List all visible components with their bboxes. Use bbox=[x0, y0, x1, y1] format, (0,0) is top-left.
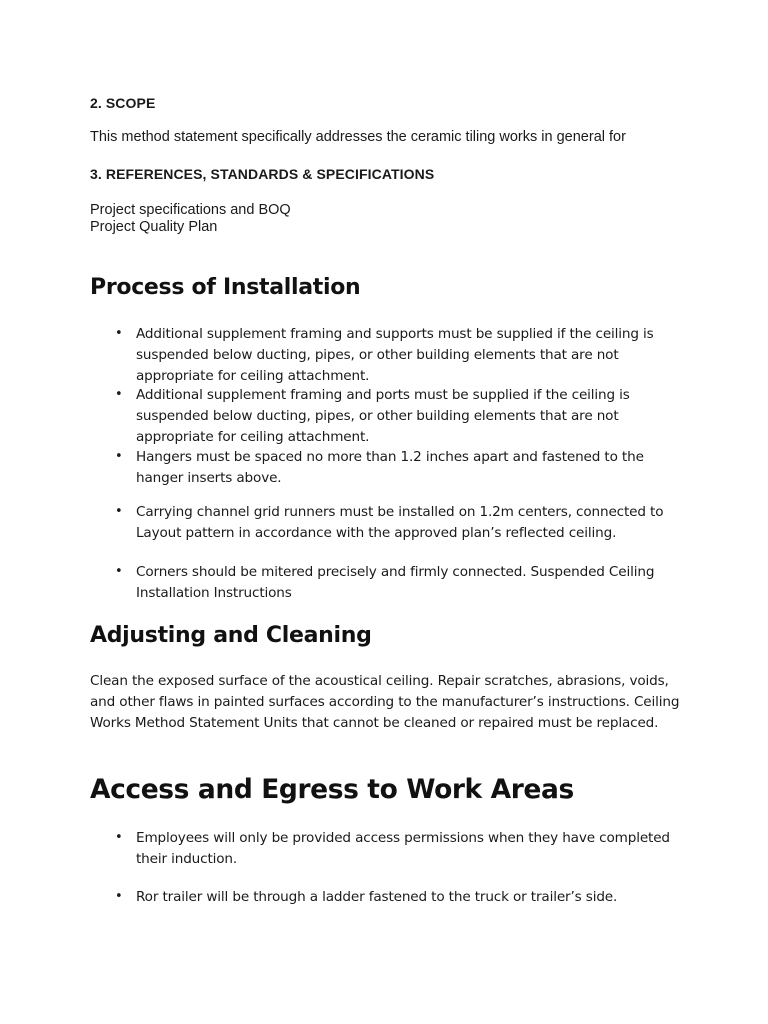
references-heading: 3. REFERENCES, STANDARDS & SPECIFICATIONS bbox=[90, 166, 435, 182]
bullet-icon: • bbox=[115, 504, 123, 519]
cleaning-heading: Adjusting and Cleaning bbox=[90, 623, 372, 648]
bullet-icon: • bbox=[115, 326, 123, 341]
scope-heading: 2. SCOPE bbox=[90, 95, 156, 111]
bullet-icon: • bbox=[115, 830, 123, 845]
list-item bbox=[115, 828, 686, 870]
access-heading: Access and Egress to Work Areas bbox=[90, 774, 574, 805]
references-line-2: Project Quality Plan bbox=[90, 219, 218, 235]
list-item bbox=[115, 385, 686, 447]
scope-text: This method statement specifically addresses the ceramic tiling works in general for bbox=[90, 129, 626, 145]
bullet-icon: • bbox=[115, 889, 123, 904]
list-item bbox=[115, 887, 686, 908]
list-item-text: Additional supplement framing and ports must be supplied if the ceiling is suspended below ducting, pipes, or other building elements that are not appropriate for ceiling attachment. bbox=[136, 387, 630, 445]
list-item bbox=[115, 562, 686, 604]
list-item bbox=[115, 502, 686, 544]
list-item-text: Carrying channel grid runners must be installed on 1.2m centers, connected to Layout pattern in accordance with the approved plan’s reflected ceiling. bbox=[136, 504, 664, 541]
list-item-text: Hangers must be spaced no more than 1.2 inches apart and fastened to the hanger inserts above. bbox=[136, 449, 644, 486]
list-item bbox=[115, 447, 686, 489]
list-item bbox=[115, 324, 686, 386]
bullet-icon: • bbox=[115, 564, 123, 579]
references-line-1: Project specifications and BOQ bbox=[90, 202, 291, 218]
list-item-text: Additional supplement framing and supports must be supplied if the ceiling is suspended below ducting, pipes, or other building elements that are not appropriate for ceiling attachment. bbox=[136, 326, 654, 384]
list-item-text: Ror trailer will be through a ladder fastened to the truck or trailer’s side. bbox=[136, 889, 618, 905]
bullet-icon: • bbox=[115, 449, 123, 464]
list-item-text: Employees will only be provided access permissions when they have completed their induction. bbox=[136, 830, 670, 867]
cleaning-paragraph: Clean the exposed surface of the acoustical ceiling. Repair scratches, abrasions, voids, and other flaws in painted surfaces according to the manufacturer’s instructions. Ceiling Works Method Statement Units that cannot be cleaned or repaired must be replaced. bbox=[90, 673, 680, 731]
list-item-text: Corners should be mitered precisely and firmly connected. Suspended Ceiling Installation Instructions bbox=[136, 564, 655, 601]
bullet-icon: • bbox=[115, 387, 123, 402]
installation-heading: Process of Installation bbox=[90, 275, 361, 300]
